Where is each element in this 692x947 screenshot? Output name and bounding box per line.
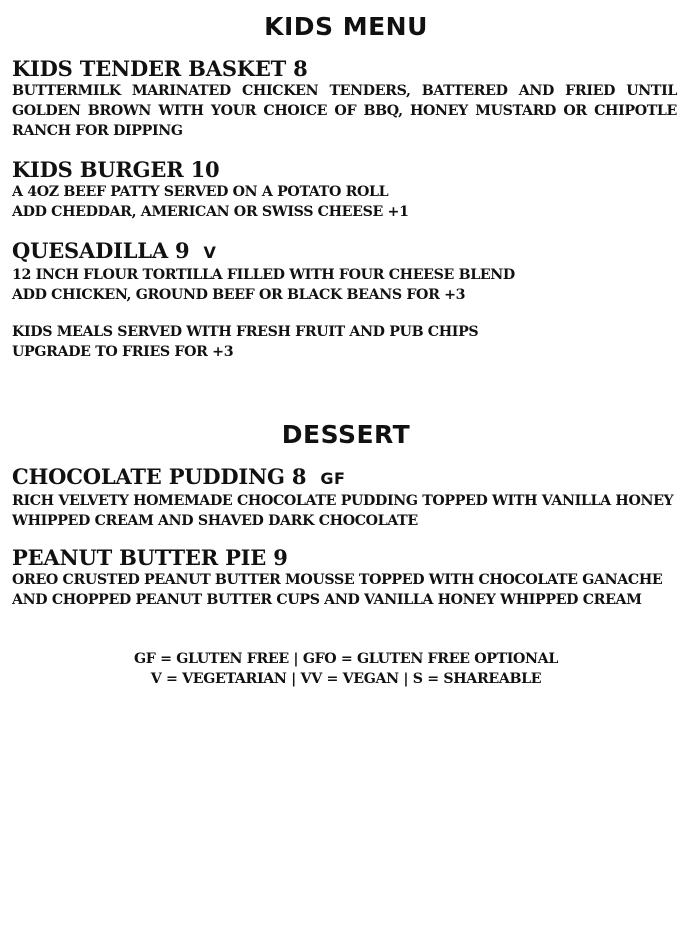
note-line: KIDS MEALS SERVED WITH FRESH FRUIT AND PUB CHIPS	[12, 324, 479, 340]
item-name	[12, 239, 677, 265]
legend-line: GF = GLUTEN FREE | GFO = GLUTEN FREE OPTIONAL	[134, 651, 558, 667]
item-name-text: CHOCOLATE PUDDING 8	[12, 464, 307, 489]
dessert-title: DESSERT	[281, 420, 411, 449]
description-line: A 4OZ BEEF PATTY SERVED ON A POTATO ROLL	[12, 184, 389, 200]
description-line: ADD CHEDDAR, AMERICAN OR SWISS CHEESE +1	[12, 204, 409, 220]
description-line: 12 INCH FLOUR TORTILLA FILLED WITH FOUR CHEESE BLEND	[12, 267, 515, 283]
dietary-tag: GF	[320, 469, 346, 488]
item-description: BUTTERMILK MARINATED CHICKEN TENDERS, BATTERED AND FRIED UNTIL GOLDEN BROWN WITH YOUR CHOICE OF BBQ, HONEY MUSTARD OR CHIPOTLE RANCH FOR DIPPING	[12, 83, 677, 139]
item-description	[12, 491, 677, 531]
menu-item-kids-tender-basket	[12, 57, 677, 141]
item-name: KIDS BURGER 10	[12, 157, 220, 182]
item-name: PEANUT BUTTER PIE 9	[12, 545, 288, 570]
kids-meals-note	[12, 322, 677, 362]
note-line: UPGRADE TO FRIES FOR +3	[12, 344, 234, 360]
legend-line: V = VEGETARIAN | VV = VEGAN | S = SHAREABLE	[150, 671, 542, 687]
description-line: ADD CHICKEN, GROUND BEEF OR BLACK BEANS FOR +3	[12, 287, 466, 303]
menu-item-quesadilla	[12, 239, 677, 305]
item-description	[12, 182, 677, 222]
dietary-legend	[0, 649, 692, 689]
menu-item-chocolate-pudding	[12, 465, 677, 531]
item-name: KIDS TENDER BASKET 8	[12, 56, 308, 81]
menu-item-peanut-butter-pie	[12, 546, 677, 610]
item-description	[12, 570, 677, 610]
item-name	[12, 465, 677, 491]
menu-item-kids-burger	[12, 158, 677, 222]
item-name-text: QUESADILLA 9	[12, 238, 190, 263]
item-description	[12, 265, 677, 305]
description-line: OREO CRUSTED PEANUT BUTTER MOUSSE TOPPED WITH CHOCOLATE GANACHE	[12, 572, 663, 588]
description-line: WHIPPED CREAM AND SHAVED DARK CHOCOLATE	[12, 513, 418, 529]
description-line: RICH VELVETY HOMEMADE CHOCOLATE PUDDING TOPPED WITH VANILLA HONEY	[12, 493, 674, 509]
dietary-tag: V	[203, 243, 217, 262]
description-line: AND CHOPPED PEANUT BUTTER CUPS AND VANILLA HONEY WHIPPED CREAM	[12, 592, 642, 608]
note-text	[12, 322, 677, 362]
kids-menu-title: KIDS MENU	[264, 12, 428, 41]
